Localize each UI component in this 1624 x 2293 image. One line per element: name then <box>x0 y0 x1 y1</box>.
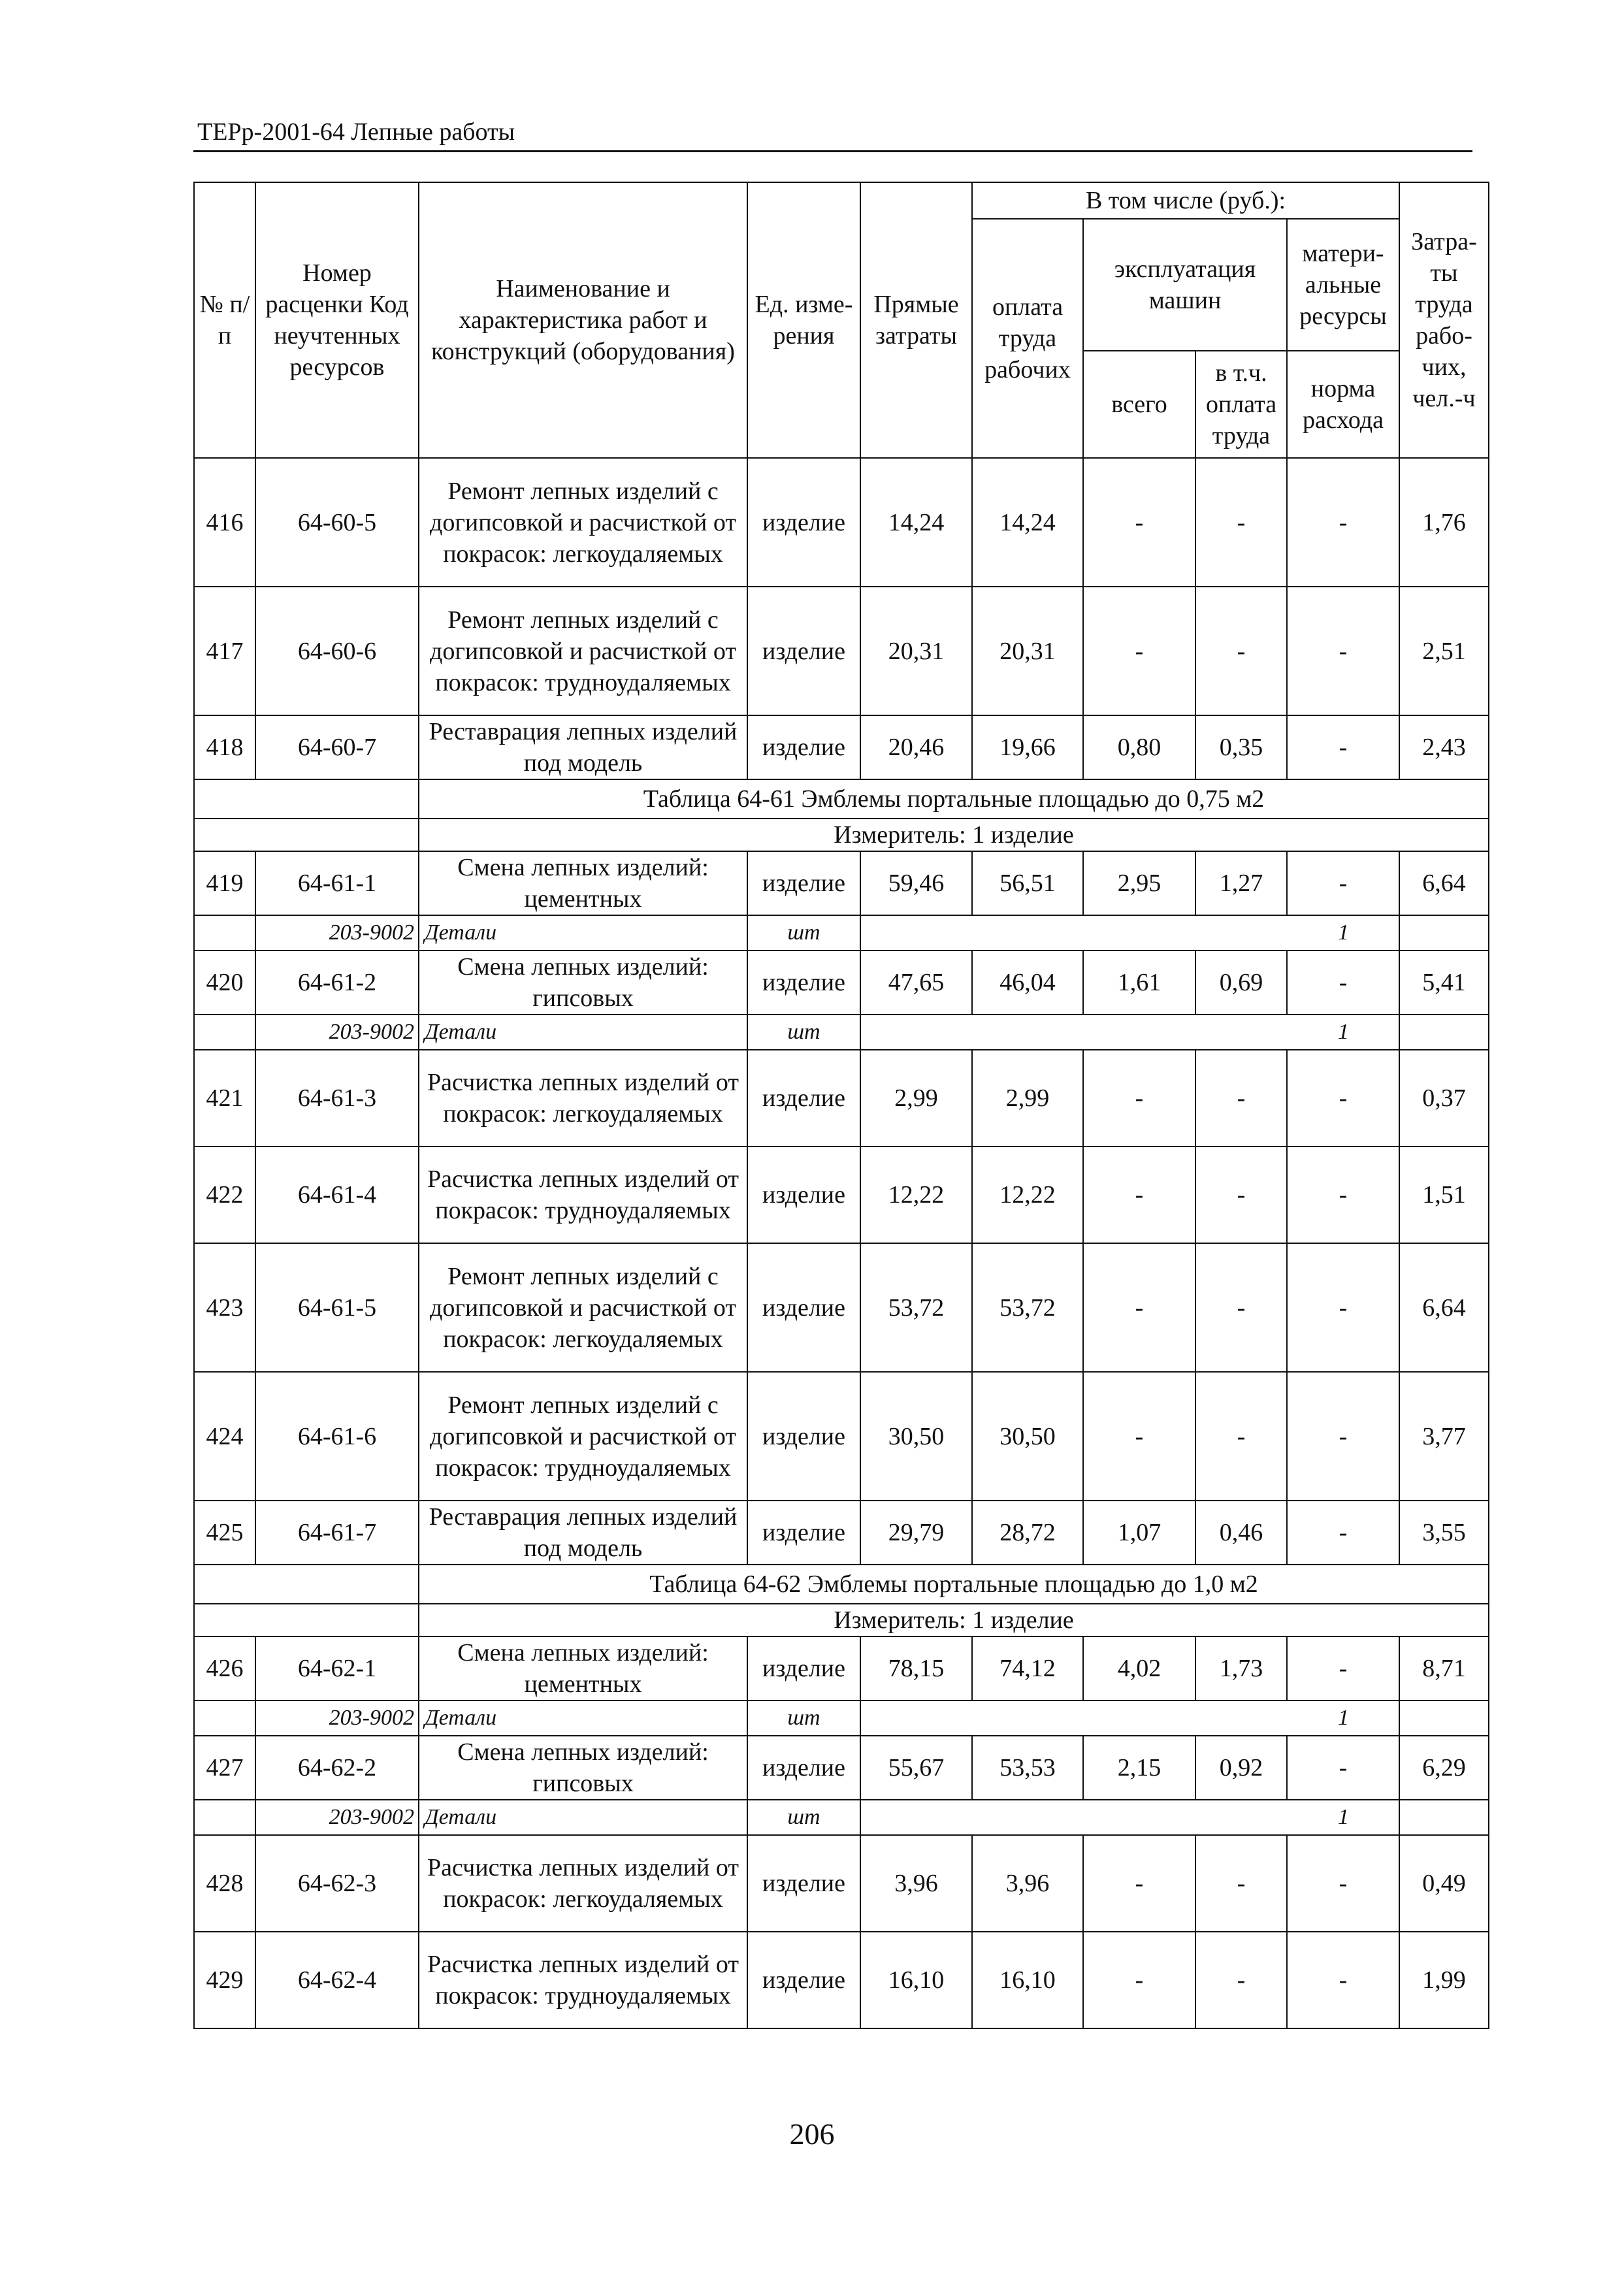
row-direct: 78,15 <box>860 1636 972 1700</box>
row-wages: 30,50 <box>972 1372 1083 1501</box>
row-labor: 1,76 <box>1399 458 1489 587</box>
row-direct: 20,31 <box>860 587 972 715</box>
row-labor: 0,49 <box>1399 1835 1489 1932</box>
row-machines-wages: 0,92 <box>1195 1736 1287 1800</box>
row-wages: 56,51 <box>972 851 1083 915</box>
row-direct: 55,67 <box>860 1736 972 1800</box>
row-code: 64-60-7 <box>255 715 419 779</box>
col-num-header: № п/п <box>194 182 255 458</box>
resource-name: Детали <box>419 1800 747 1835</box>
row-code: 64-61-5 <box>255 1243 419 1372</box>
row-materials: - <box>1287 1243 1399 1372</box>
row-direct: 20,46 <box>860 715 972 779</box>
row-materials: - <box>1287 1736 1399 1800</box>
row-materials: - <box>1287 1372 1399 1501</box>
row-machines: - <box>1083 1050 1195 1146</box>
row-labor: 2,43 <box>1399 715 1489 779</box>
row-labor: 6,64 <box>1399 1243 1489 1372</box>
table-row <box>194 1050 1489 1146</box>
row-unit: изделие <box>747 1050 860 1146</box>
page-number: 206 <box>789 2117 835 2151</box>
row-wages: 3,96 <box>972 1835 1083 1932</box>
row-wages: 28,72 <box>972 1501 1083 1565</box>
row-code: 64-61-3 <box>255 1050 419 1146</box>
col-incl-header: В том числе (руб.): <box>972 182 1399 219</box>
row-materials: - <box>1287 587 1399 715</box>
row-materials: - <box>1287 1501 1399 1565</box>
row-machines-wages: - <box>1195 458 1287 587</box>
row-materials: - <box>1287 1835 1399 1932</box>
table-row <box>194 1501 1489 1565</box>
col-name-header: Наименование и характеристика работ и конструкций (оборудования) <box>419 182 747 458</box>
row-code: 64-61-6 <box>255 1372 419 1501</box>
table-header <box>194 182 1489 458</box>
row-machines-wages: 0,35 <box>1195 715 1287 779</box>
row-direct: 2,99 <box>860 1050 972 1146</box>
row-unit: изделие <box>747 1736 860 1800</box>
row-wages: 16,10 <box>972 1932 1083 2028</box>
row-name: Расчистка лепных изделий от покрасок: легкоудаляемых <box>419 1050 747 1146</box>
row-materials: - <box>1287 1932 1399 2028</box>
row-machines: - <box>1083 1932 1195 2028</box>
rates-table <box>193 182 1489 2029</box>
measure-row <box>194 1604 1489 1636</box>
table-row <box>194 1835 1489 1932</box>
resource-code: 203-9002 <box>255 915 419 951</box>
row-machines: - <box>1083 587 1195 715</box>
row-num: 420 <box>194 951 255 1015</box>
table-row <box>194 715 1489 779</box>
row-machines: - <box>1083 1146 1195 1243</box>
row-wages: 2,99 <box>972 1050 1083 1146</box>
row-code: 64-61-4 <box>255 1146 419 1243</box>
row-direct: 47,65 <box>860 951 972 1015</box>
row-direct: 59,46 <box>860 851 972 915</box>
row-labor: 6,64 <box>1399 851 1489 915</box>
row-machines-wages: 1,27 <box>1195 851 1287 915</box>
section-title-row <box>194 1565 1489 1604</box>
row-name: Расчистка лепных изделий от покрасок: трудноудаляемых <box>419 1932 747 2028</box>
row-machines: 1,61 <box>1083 951 1195 1015</box>
table-row <box>194 1736 1489 1800</box>
row-materials: - <box>1287 851 1399 915</box>
row-direct: 53,72 <box>860 1243 972 1372</box>
row-num: 429 <box>194 1932 255 2028</box>
row-unit: изделие <box>747 951 860 1015</box>
resource-row <box>194 1015 1489 1050</box>
row-materials: - <box>1287 1146 1399 1243</box>
row-wages: 12,22 <box>972 1146 1083 1243</box>
row-labor: 3,55 <box>1399 1501 1489 1565</box>
col-machines-header: эксплуатация машин <box>1083 219 1287 351</box>
row-num: 422 <box>194 1146 255 1243</box>
col-direct-header: Прямые затраты <box>860 182 972 458</box>
row-machines: - <box>1083 458 1195 587</box>
row-materials: - <box>1287 458 1399 587</box>
row-name: Расчистка лепных изделий от покрасок: легкоудаляемых <box>419 1835 747 1932</box>
col-unit-header: Ед. изме- рения <box>747 182 860 458</box>
resource-norm: 1 <box>860 915 1399 951</box>
row-labor: 1,51 <box>1399 1146 1489 1243</box>
section-title: Таблица 64-62 Эмблемы портальные площадью до 1,0 м2 <box>419 1565 1489 1604</box>
row-machines: - <box>1083 1835 1195 1932</box>
row-name: Ремонт лепных изделий с догипсовкой и расчисткой от покрасок: легкоудаляемых <box>419 1243 747 1372</box>
row-machines-wages: - <box>1195 1243 1287 1372</box>
row-name: Ремонт лепных изделий с догипсовкой и расчисткой от покрасок: трудноудаляемых <box>419 587 747 715</box>
row-num: 425 <box>194 1501 255 1565</box>
row-wages: 53,53 <box>972 1736 1083 1800</box>
row-unit: изделие <box>747 1501 860 1565</box>
row-unit: изделие <box>747 1146 860 1243</box>
row-machines-wages: - <box>1195 1050 1287 1146</box>
row-name: Расчистка лепных изделий от покрасок: трудноудаляемых <box>419 1146 747 1243</box>
resource-norm: 1 <box>860 1015 1399 1050</box>
header-rule <box>193 150 1472 152</box>
row-num: 419 <box>194 851 255 915</box>
col-wages-header: оплата труда рабочих <box>972 219 1083 458</box>
table-row <box>194 1932 1489 2028</box>
resource-norm: 1 <box>860 1800 1399 1835</box>
row-labor: 5,41 <box>1399 951 1489 1015</box>
row-materials: - <box>1287 715 1399 779</box>
table-row <box>194 587 1489 715</box>
resource-name: Детали <box>419 1700 747 1736</box>
row-unit: изделие <box>747 715 860 779</box>
row-name: Реставрация лепных изделий под модель <box>419 1501 747 1565</box>
col-code-header: Номер расценки Код неучтенных ресурсов <box>255 182 419 458</box>
row-machines: - <box>1083 1243 1195 1372</box>
row-wages: 20,31 <box>972 587 1083 715</box>
row-num: 416 <box>194 458 255 587</box>
row-code: 64-62-2 <box>255 1736 419 1800</box>
resource-name: Детали <box>419 915 747 951</box>
row-direct: 30,50 <box>860 1372 972 1501</box>
row-materials: - <box>1287 1050 1399 1146</box>
row-name: Ремонт лепных изделий с догипсовкой и расчисткой от покрасок: легкоудаляемых <box>419 458 747 587</box>
resource-row <box>194 915 1489 951</box>
table-row <box>194 1146 1489 1243</box>
row-code: 64-61-2 <box>255 951 419 1015</box>
resource-unit: шт <box>747 1015 860 1050</box>
section-measure: Измеритель: 1 изделие <box>419 1604 1489 1636</box>
row-materials: - <box>1287 1636 1399 1700</box>
col-machines-wages-header: в т.ч. оплата труда <box>1195 351 1287 458</box>
running-header: ТЕРр-2001-64 Лепные работы <box>197 118 515 146</box>
resource-row <box>194 1700 1489 1736</box>
row-wages: 14,24 <box>972 458 1083 587</box>
section-title: Таблица 64-61 Эмблемы портальные площадью до 0,75 м2 <box>419 779 1489 819</box>
resource-code: 203-9002 <box>255 1015 419 1050</box>
row-wages: 19,66 <box>972 715 1083 779</box>
row-num: 426 <box>194 1636 255 1700</box>
resource-code: 203-9002 <box>255 1700 419 1736</box>
resource-row <box>194 1800 1489 1835</box>
row-name: Реставрация лепных изделий под модель <box>419 715 747 779</box>
row-code: 64-62-3 <box>255 1835 419 1932</box>
row-machines-wages: - <box>1195 587 1287 715</box>
row-machines-wages: - <box>1195 1146 1287 1243</box>
row-labor: 1,99 <box>1399 1932 1489 2028</box>
row-machines: 2,95 <box>1083 851 1195 915</box>
col-materials-header: матери- альные ресурсы <box>1287 219 1399 351</box>
resource-name: Детали <box>419 1015 747 1050</box>
row-num: 417 <box>194 587 255 715</box>
row-labor: 8,71 <box>1399 1636 1489 1700</box>
row-name: Смена лепных изделий: гипсовых <box>419 951 747 1015</box>
row-unit: изделие <box>747 851 860 915</box>
row-labor: 3,77 <box>1399 1372 1489 1501</box>
measure-row <box>194 819 1489 851</box>
row-num: 424 <box>194 1372 255 1501</box>
row-unit: изделие <box>747 1243 860 1372</box>
row-code: 64-61-1 <box>255 851 419 915</box>
row-unit: изделие <box>747 587 860 715</box>
row-machines-wages: - <box>1195 1835 1287 1932</box>
row-code: 64-62-4 <box>255 1932 419 2028</box>
row-num: 418 <box>194 715 255 779</box>
table-row <box>194 1636 1489 1700</box>
resource-unit: шт <box>747 915 860 951</box>
row-labor: 0,37 <box>1399 1050 1489 1146</box>
row-num: 428 <box>194 1835 255 1932</box>
row-machines-wages: - <box>1195 1932 1287 2028</box>
resource-unit: шт <box>747 1700 860 1736</box>
row-code: 64-62-1 <box>255 1636 419 1700</box>
row-machines: 2,15 <box>1083 1736 1195 1800</box>
row-num: 421 <box>194 1050 255 1146</box>
row-materials: - <box>1287 951 1399 1015</box>
row-code: 64-60-6 <box>255 587 419 715</box>
row-machines: 0,80 <box>1083 715 1195 779</box>
table-row <box>194 1243 1489 1372</box>
row-name: Смена лепных изделий: цементных <box>419 1636 747 1700</box>
row-num: 427 <box>194 1736 255 1800</box>
col-machines-total-header: всего <box>1083 351 1195 458</box>
section-measure: Измеритель: 1 изделие <box>419 819 1489 851</box>
row-wages: 74,12 <box>972 1636 1083 1700</box>
row-unit: изделие <box>747 1636 860 1700</box>
row-num: 423 <box>194 1243 255 1372</box>
section-title-row <box>194 779 1489 819</box>
row-unit: изделие <box>747 1835 860 1932</box>
row-direct: 29,79 <box>860 1501 972 1565</box>
resource-norm: 1 <box>860 1700 1399 1736</box>
row-machines: 4,02 <box>1083 1636 1195 1700</box>
row-machines-wages: 0,46 <box>1195 1501 1287 1565</box>
table-row <box>194 851 1489 915</box>
row-unit: изделие <box>747 1932 860 2028</box>
col-labor-header: Затра- ты труда рабо- чих, чел.-ч <box>1399 182 1489 458</box>
row-wages: 46,04 <box>972 951 1083 1015</box>
row-name: Смена лепных изделий: гипсовых <box>419 1736 747 1800</box>
row-direct: 16,10 <box>860 1932 972 2028</box>
row-machines-wages: 0,69 <box>1195 951 1287 1015</box>
resource-code: 203-9002 <box>255 1800 419 1835</box>
col-materials-norm-header: норма расхода <box>1287 351 1399 458</box>
table-row <box>194 951 1489 1015</box>
resource-unit: шт <box>747 1800 860 1835</box>
row-labor: 2,51 <box>1399 587 1489 715</box>
row-unit: изделие <box>747 458 860 587</box>
row-direct: 12,22 <box>860 1146 972 1243</box>
row-machines-wages: - <box>1195 1372 1287 1501</box>
table-row <box>194 458 1489 587</box>
row-name: Смена лепных изделий: цементных <box>419 851 747 915</box>
row-code: 64-61-7 <box>255 1501 419 1565</box>
row-direct: 3,96 <box>860 1835 972 1932</box>
table-row <box>194 1372 1489 1501</box>
row-machines-wages: 1,73 <box>1195 1636 1287 1700</box>
row-wages: 53,72 <box>972 1243 1083 1372</box>
row-name: Ремонт лепных изделий с догипсовкой и расчисткой от покрасок: трудноудаляемых <box>419 1372 747 1501</box>
row-labor: 6,29 <box>1399 1736 1489 1800</box>
row-code: 64-60-5 <box>255 458 419 587</box>
row-machines: - <box>1083 1372 1195 1501</box>
row-unit: изделие <box>747 1372 860 1501</box>
row-machines: 1,07 <box>1083 1501 1195 1565</box>
row-direct: 14,24 <box>860 458 972 587</box>
